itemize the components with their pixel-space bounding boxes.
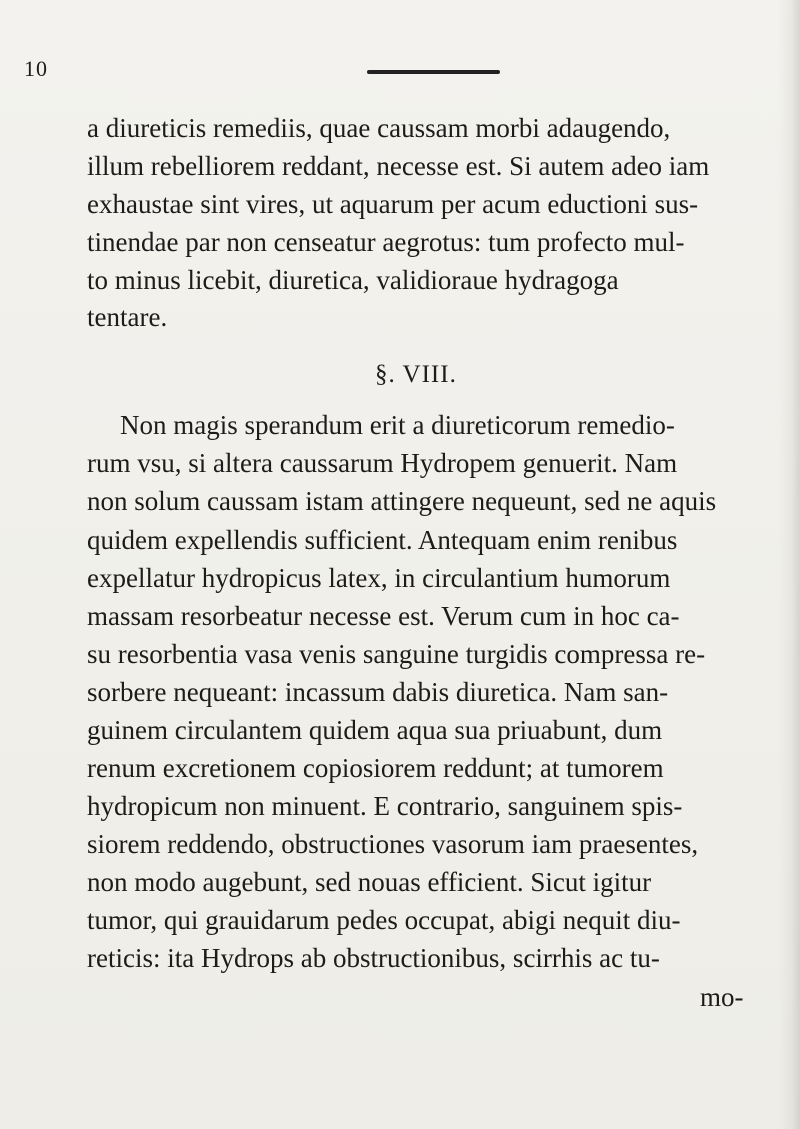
paragraph-2-line-7: su resorbentia vasa venis sanguine turgidis compressa re- [87,639,706,669]
paragraph-2-line-8: sorbere nequeant: incassum dabis diuretica. Nam san- [87,677,669,707]
paragraph-2-line-12: siorem reddendo, obstructiones vasorum iam praesentes, [87,829,699,859]
paragraph-1-line-3: exhaustae sint vires, ut aquarum per acum eductioni sus- [87,189,699,219]
paragraph-1-line-1: a diureticis remediis, quae caussam morbi adaugendo, [87,113,671,143]
paragraph-2-line-3: non solum caussam istam attingere nequeunt, sed ne aquis [87,486,717,516]
paragraph-1-line-4: tinendae par non censeatur aegrotus: tum profecto mul- [87,227,685,257]
paragraph-2-line-9: guinem circulantem quidem aqua sua priuabunt, dum [87,715,663,745]
catchword: mo- [700,982,744,1012]
paragraph-2-line-13: non modo augebunt, sed nouas efficient. Sicut igitur [87,867,652,897]
paragraph-2-line-11: hydropicum non minuent. E contrario, sanguinem spis- [87,791,683,821]
paragraph-2-line-1: Non magis sperandum erit a diureticorum remedio- [120,410,675,440]
paragraph-1-line-5: to minus licebit, diuretica, validioraue hydragoga [87,265,619,295]
paragraph-2-line-6: massam resorbeatur necesse est. Verum cum in hoc ca- [87,601,680,631]
paragraph-1-line-2: illum rebelliorem reddant, necesse est. Si autem adeo iam [87,151,710,181]
paragraph-2-line-2: rum vsu, si altera caussarum Hydropem genuerit. Nam [87,448,678,478]
paragraph-2-line-4: quidem expellendis sufficient. Antequam enim renibus [87,525,678,555]
paragraph-2-line-10: renum excretionem copiosiorem reddunt; at tumorem [87,753,664,783]
paragraph-2-line-5: expellatur hydropicus latex, in circulantium humorum [87,563,671,593]
paragraph-2-line-15: reticis: ita Hydrops ab obstructionibus, scirrhis ac tu- [87,943,660,973]
page-edge-shadow [778,0,800,1129]
paragraph-1-line-6: tentare. [87,302,168,332]
header-rule [367,70,500,74]
page-number: 10 [24,56,48,81]
paragraph-2-line-14: tumor, qui grauidarum pedes occupat, abigi nequit diu- [87,905,681,935]
section-heading: §. VIII. [375,361,457,388]
